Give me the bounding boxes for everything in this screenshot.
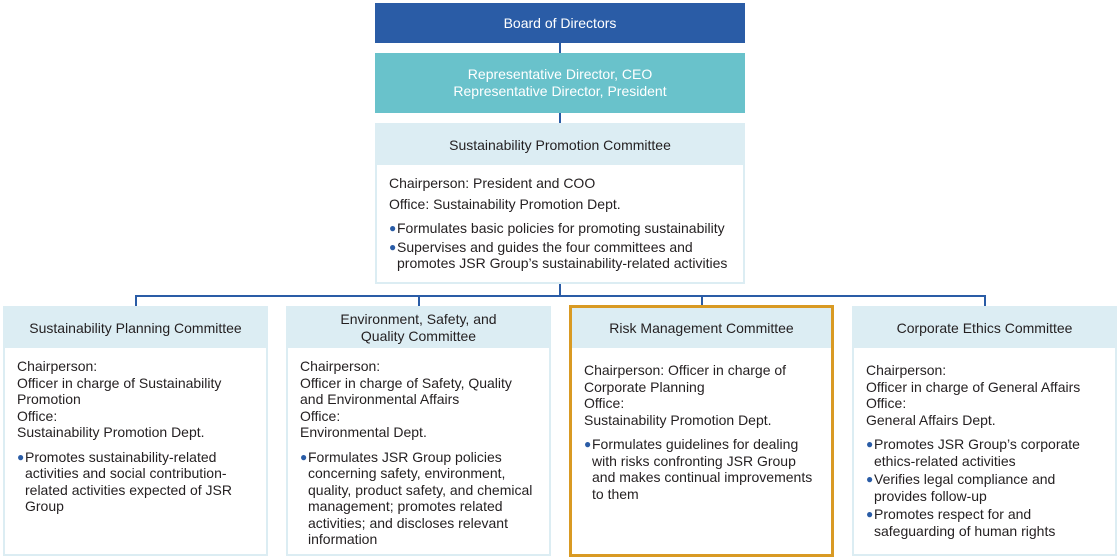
committee-bullet: ● Promotes sustainability-related activities and social contribution-related activities expected of JSR Group <box>17 448 232 514</box>
committee-header <box>288 308 549 348</box>
committee-body <box>5 348 266 515</box>
committee-title: Sustainability Planning Committee <box>29 319 242 336</box>
committee-chair: Officer in charge of Sustainability Promotion <box>17 374 222 407</box>
spc-bullet: ● Supervises and guides the four committees and promotes JSR Group’s sustainability-related activities <box>389 238 728 271</box>
connector-board-ceo <box>559 43 561 53</box>
committee-title: Risk Management Committee <box>609 319 794 336</box>
committee-body <box>572 348 831 502</box>
bullet-icon: ● <box>389 221 397 235</box>
committee-body <box>288 348 549 548</box>
committee-bullet: ● Formulates guidelines for dealing with risks confronting JSR Group and makes continual improvements to them <box>584 436 813 502</box>
committee-bullet: ● Formulates JSR Group policies concerning safety, environment, quality, product safety, and chemical management; promotes related activities; and discloses relevant information <box>300 448 533 547</box>
committee-bullet: ● Promotes respect for and safeguarding of human rights <box>866 506 1056 539</box>
committee-title: Corporate Ethics Committee <box>896 319 1073 336</box>
committee-bullet: ● Promotes JSR Group’s corporate ethics-related activities <box>866 436 1080 469</box>
committee-office: Environmental Dept. <box>300 424 427 440</box>
connector-col-2 <box>418 295 420 306</box>
bullet-icon: ● <box>584 437 592 451</box>
committee-office: General Affairs Dept. <box>866 411 996 428</box>
committee-header <box>572 308 831 348</box>
ceo-line-1: Representative Director, CEO <box>467 66 653 82</box>
spc-chair: Chairperson: President and COO <box>389 175 596 191</box>
committee-bullet: ● Verifies legal compliance and provides follow-up <box>866 471 1056 504</box>
ceo-line-2: Representative Director, President <box>453 83 667 99</box>
bullet-icon: ● <box>866 472 874 486</box>
spc-body <box>377 165 743 272</box>
corporate-ethics-committee-box <box>852 306 1117 556</box>
bullet-icon: ● <box>300 449 308 464</box>
committee-chair: Officer in charge of Safety, Quality and Environmental Affairs <box>300 374 512 407</box>
committee-chair-label: Chairperson: <box>300 358 381 374</box>
sustainability-promotion-committee-box <box>375 123 745 284</box>
bullet-icon: ● <box>866 437 874 451</box>
committee-chair-label: Chairperson: <box>866 362 947 378</box>
committee-office-label: Office: <box>584 395 625 411</box>
committee-header <box>5 308 266 348</box>
bullet-icon: ● <box>866 507 874 521</box>
connector-horizontal <box>136 295 986 297</box>
bullet-icon: ● <box>17 449 25 464</box>
connector-ceo-spc <box>559 113 561 123</box>
committee-office: Sustainability Promotion Dept. <box>584 411 772 428</box>
bullet-icon: ● <box>389 239 397 254</box>
spc-title: Sustainability Promotion Committee <box>449 136 671 153</box>
committee-office-label: Office: <box>300 407 341 424</box>
committee-office-label: Office: <box>866 395 907 411</box>
ceo-box <box>375 53 745 113</box>
committee-chair: Corporate Planning <box>584 378 705 395</box>
committee-header <box>854 308 1115 348</box>
committee-chair: Officer in charge of General Affairs <box>866 378 1081 395</box>
risk-management-committee-box <box>569 305 834 557</box>
committee-title: Environment, Safety, and Quality Committee <box>340 311 497 344</box>
board-of-directors-box <box>375 3 745 43</box>
board-of-directors-label: Board of Directors <box>503 15 617 31</box>
committee-chair-label: Chairperson: Officer in charge of <box>584 362 787 378</box>
committee-office: Sustainability Promotion Dept. <box>17 424 205 440</box>
sustainability-planning-committee-box <box>3 306 268 556</box>
committee-office-label: Office: <box>17 407 58 424</box>
connector-col-1 <box>135 295 137 306</box>
spc-header <box>377 125 743 165</box>
committee-body <box>854 348 1115 539</box>
environment-safety-quality-committee-box <box>286 306 551 556</box>
connector-col-4 <box>984 295 986 306</box>
spc-office: Office: Sustainability Promotion Dept. <box>389 195 621 212</box>
spc-bullet: ● Formulates basic policies for promoting sustainability <box>389 220 725 236</box>
committee-chair-label: Chairperson: <box>17 358 98 374</box>
